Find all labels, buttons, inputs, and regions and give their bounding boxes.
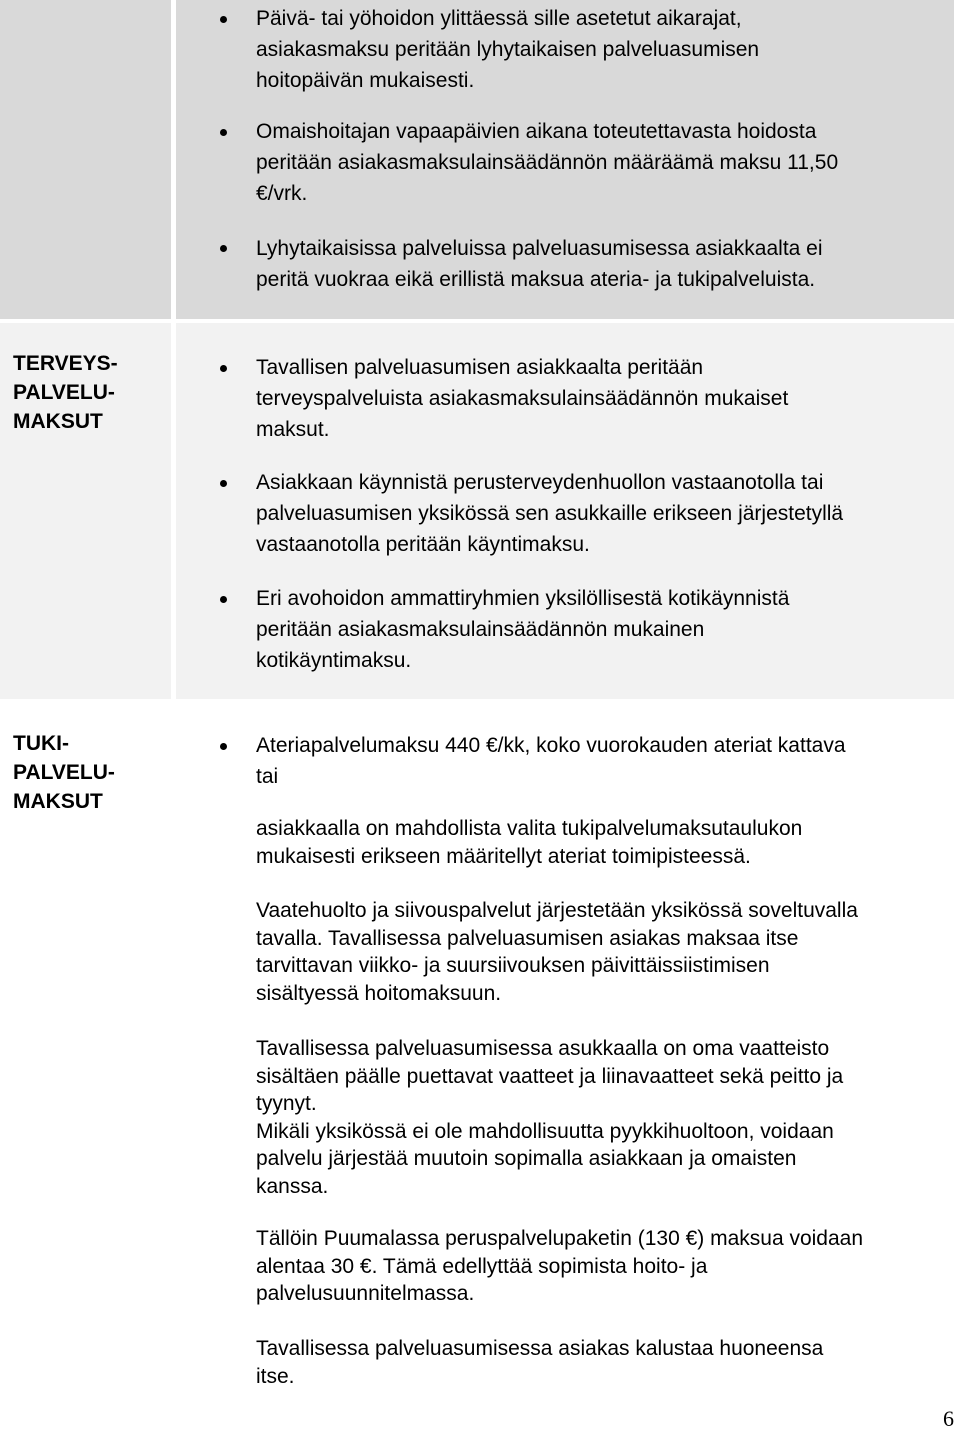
bullet-icon	[220, 596, 227, 603]
top-bullet-text: Omaishoitajan vapaapäivien aikana toteutettavasta hoidosta peritään asiakasmaksulainsäädännön määräämä maksu 11,50 €/vrk.	[256, 120, 839, 205]
bullet-icon	[220, 245, 227, 252]
health-bullet-text: Tavallisen palveluasumisen asiakkaalta peritään terveyspalveluista asiakasmaksulainsäädännön mukaiset maksut.	[256, 356, 789, 441]
health-bullet-text: Eri avohoidon ammattiryhmien yksilöllisestä kotikäynnistä peritään asiakasmaksulainsäädännön mukainen kotikäyntimaksu.	[256, 587, 790, 672]
bullet-icon	[220, 480, 227, 487]
bullet-icon	[220, 743, 227, 750]
bullet-icon	[220, 129, 227, 136]
bullet-icon	[220, 16, 227, 23]
health-bullet-text: Asiakkaan käynnistä perusterveydenhuollon vastaanotolla tai palveluasumisen yksikössä sen asukkaille erikseen järjestetyllä vastaanotolla peritään käyntimaksu.	[256, 471, 844, 556]
top-bullet-text: Päivä- tai yöhoidon ylittäessä sille asetetut aikarajat, asiakasmaksu peritään lyhytaikaisen palveluasumisen hoitopäivän mukaisesti.	[256, 7, 760, 92]
page-number: 6	[943, 1406, 954, 1431]
top-row-label-cell	[0, 0, 171, 319]
support-paragraph: Tällöin Puumalassa peruspalvelupaketin (130 €) maksua voidaan alentaa 30 €. Tämä edellyttää sopimista hoito- ja palvelusuunnitelmassa.	[256, 1227, 864, 1305]
support-paragraph: Tavallisessa palveluasumisessa asukkaalla on oma vaatteisto sisältäen päälle puettavat vaatteet ja liinavaatteet sekä peitto ja tyynyt. Mikäli yksikössä ei ole mahdollisuutta pyykkihuoltoon, voidaan palvelu järjestää muutoin sopimalla asiakkaan ja omaisten kanssa.	[256, 1037, 844, 1198]
support-bullet-text: Ateriapalvelumaksu 440 €/kk, koko vuorokauden ateriat kattava tai	[256, 734, 846, 788]
support-paragraph: Vaatehuolto ja siivouspalvelut järjestetään yksikössä soveltuvalla tavalla. Tavallisessa palveluasumisen asiakas maksaa itse tarvittavan viikko- ja suursiivouksen päivittäissiistimisen sisältyessä hoitomaksuun.	[256, 899, 858, 1005]
support-paragraph: asiakkaalla on mahdollista valita tukipalvelumaksutaulukon mukaisesti erikseen määritellyt ateriat toimipisteessä.	[256, 817, 803, 868]
health-fees-heading: TERVEYS- PALVELU- MAKSUT	[13, 352, 118, 433]
bullet-icon	[220, 365, 227, 372]
top-bullet-text: Lyhytaikaisissa palveluissa palveluasumisessa asiakkaalta ei peritä vuokraa eikä erillistä maksua ateria- ja tukipalveluista.	[256, 237, 823, 291]
support-fees-heading: TUKI- PALVELU- MAKSUT	[13, 732, 115, 813]
support-paragraph: Tavallisessa palveluasumisessa asiakas kalustaa huoneensa itse.	[256, 1337, 824, 1388]
